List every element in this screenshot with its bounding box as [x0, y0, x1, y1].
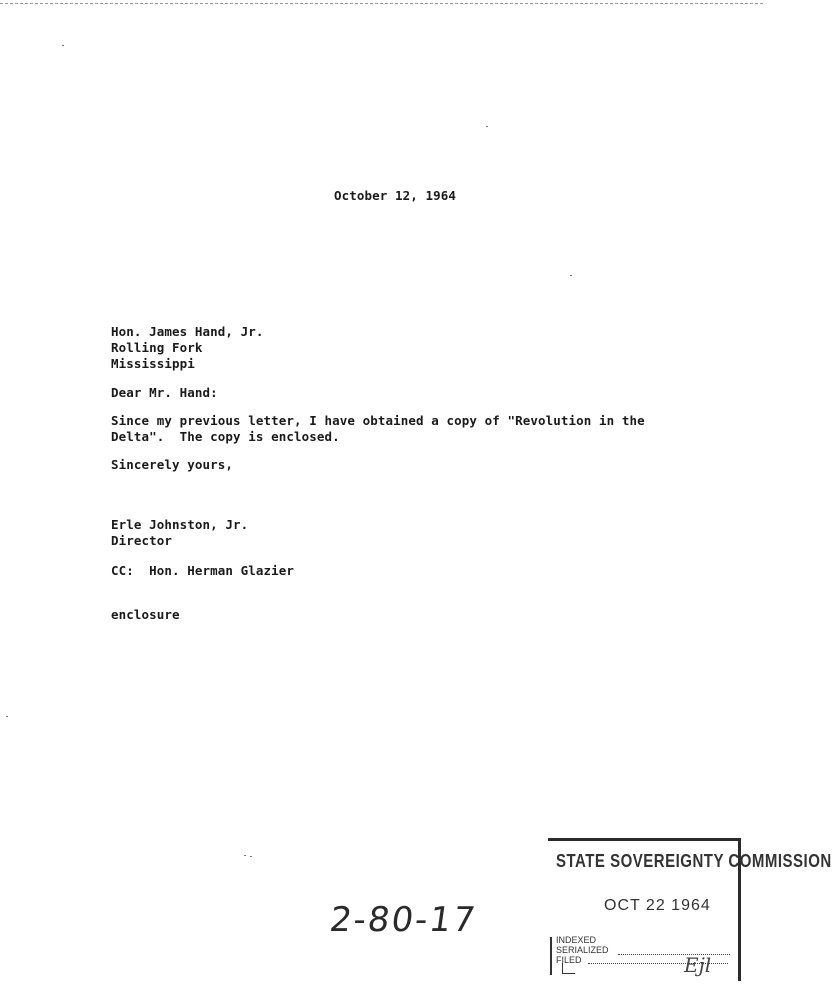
stamp-title: STATE SOVEREIGNTY COMMISSION	[556, 850, 832, 873]
stamp-corner-mark	[562, 963, 575, 974]
stamp-rule	[550, 937, 552, 975]
scan-speck	[250, 856, 252, 857]
letter-date: October 12, 1964	[334, 188, 457, 203]
scan-speck	[570, 275, 572, 276]
body-line-2: Delta". The copy is enclosed.	[111, 429, 340, 444]
scan-speck	[6, 716, 8, 717]
stamp-indexed-label: INDEXED	[556, 935, 597, 945]
scan-speck	[244, 855, 246, 856]
stamp-filed-label: FILED	[556, 955, 582, 965]
signer-title: Director	[111, 533, 173, 548]
recipient-city: Rolling Fork	[111, 340, 203, 355]
scan-speck	[486, 126, 488, 127]
page-top-edge	[0, 3, 763, 4]
enclosure-note: enclosure	[111, 607, 180, 622]
cc-line: CC: Hon. Herman Glazier	[111, 563, 295, 578]
recipient-state: Mississippi	[111, 356, 195, 371]
salutation: Dear Mr. Hand:	[111, 385, 218, 400]
scan-speck	[62, 45, 64, 46]
recipient-name: Hon. James Hand, Jr.	[111, 324, 264, 339]
stamp-serialized-label: SERIALIZED	[556, 945, 609, 955]
closing: Sincerely yours,	[111, 457, 234, 472]
received-stamp	[548, 838, 832, 981]
file-number-handwritten: 2-80-17	[327, 900, 480, 940]
signer-name: Erle Johnston, Jr.	[111, 517, 249, 532]
stamp-serialized-dots	[618, 954, 730, 955]
stamp-date: OCT 22 1964	[604, 897, 711, 914]
stamp-initials: Ejl	[684, 953, 712, 977]
body-line-1: Since my previous letter, I have obtained a copy of "Revolution in the	[111, 413, 645, 428]
